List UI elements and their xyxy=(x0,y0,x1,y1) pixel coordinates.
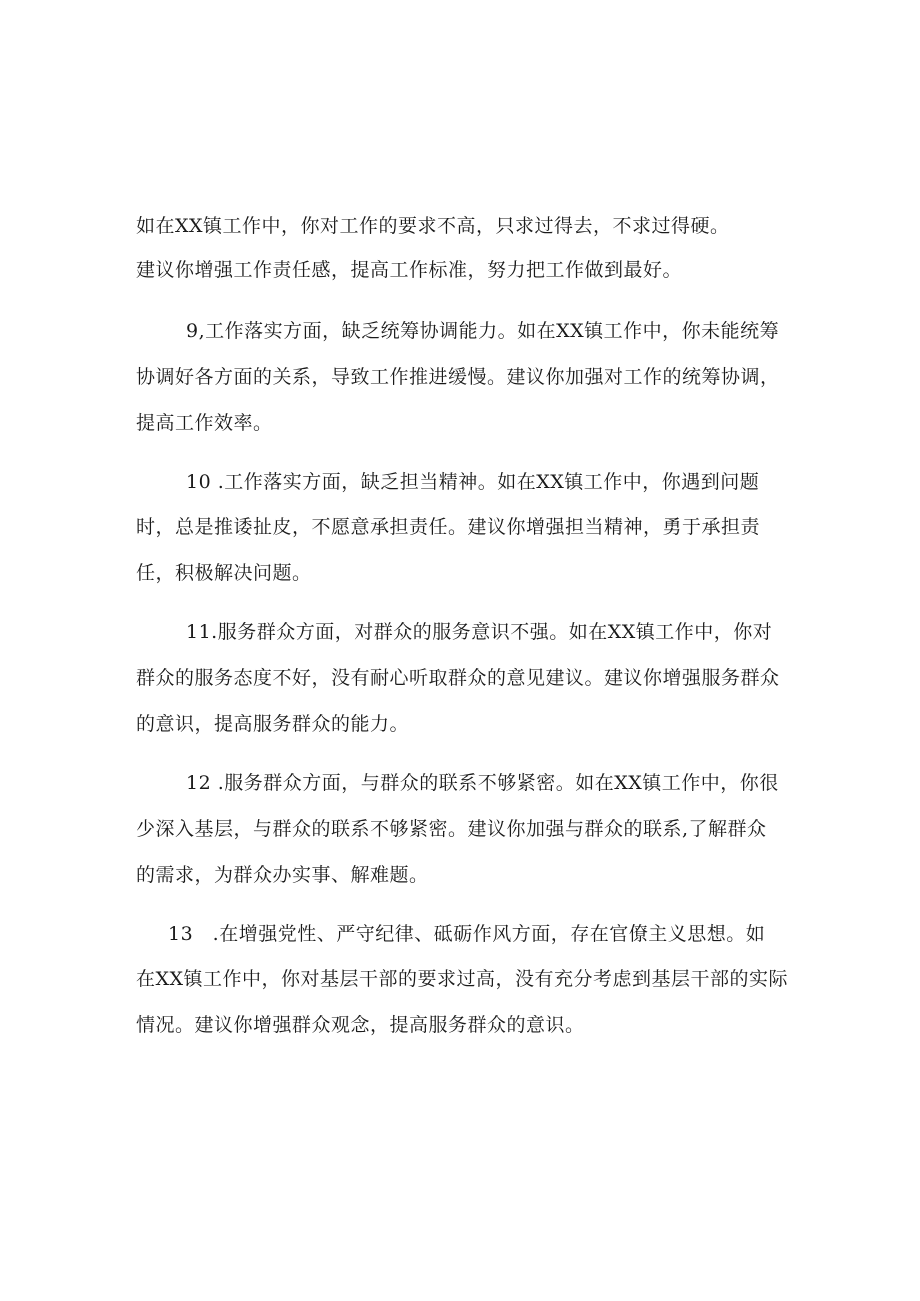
text-line: 12 .服务群众方面，与群众的联系不够紧密。如在XX镇工作中，你很 xyxy=(186,772,779,794)
text-line: 的需求，为群众办实事、解难题。 xyxy=(136,864,429,886)
text-line: 的意识，提高服务群众的能力。 xyxy=(136,713,410,735)
text-line: 时，总是推诿扯皮，不愿意承担责任。建议你增强担当精神，勇于承担责 xyxy=(136,516,761,538)
text-line: 在XX镇工作中，你对基层干部的要求过高，没有充分考虑到基层干部的实际 xyxy=(136,968,789,990)
text-line: 群众的服务态度不好，没有耐心听取群众的意见建议。建议你增强服务群众 xyxy=(136,667,780,689)
text-line: 10 .工作落实方面，缺乏担当精神。如在XX镇工作中，你遇到问题 xyxy=(186,471,760,493)
text-line: 协调好各方面的关系，导致工作推进缓慢。建议你加强对工作的统筹协调， xyxy=(136,366,780,388)
text-line: 13 .在增强党性、严守纪律、砥砺作风方面，存在官僚主义思想。如 xyxy=(168,923,766,945)
text-line: 提高工作效率。 xyxy=(136,412,273,434)
text-line: 如在XX镇工作中，你对工作的要求不高，只求过得去，不求过得硬。 xyxy=(136,215,730,237)
text-line: 9,工作落实方面，缺乏统筹协调能力。如在XX镇工作中，你未能统筹 xyxy=(186,320,780,342)
text-line: 建议你增强工作责任感，提高工作标准，努力把工作做到最好。 xyxy=(136,259,683,281)
text-line: 少深入基层，与群众的联系不够紧密。建议你加强与群众的联系,了解群众 xyxy=(136,818,767,840)
text-line: 11.服务群众方面，对群众的服务意识不强。如在XX镇工作中，你对 xyxy=(186,621,773,643)
text-line: 情况。建议你增强群众观念，提高服务群众的意识。 xyxy=(136,1014,585,1036)
text-line: 任，积极解决问题。 xyxy=(136,562,312,584)
